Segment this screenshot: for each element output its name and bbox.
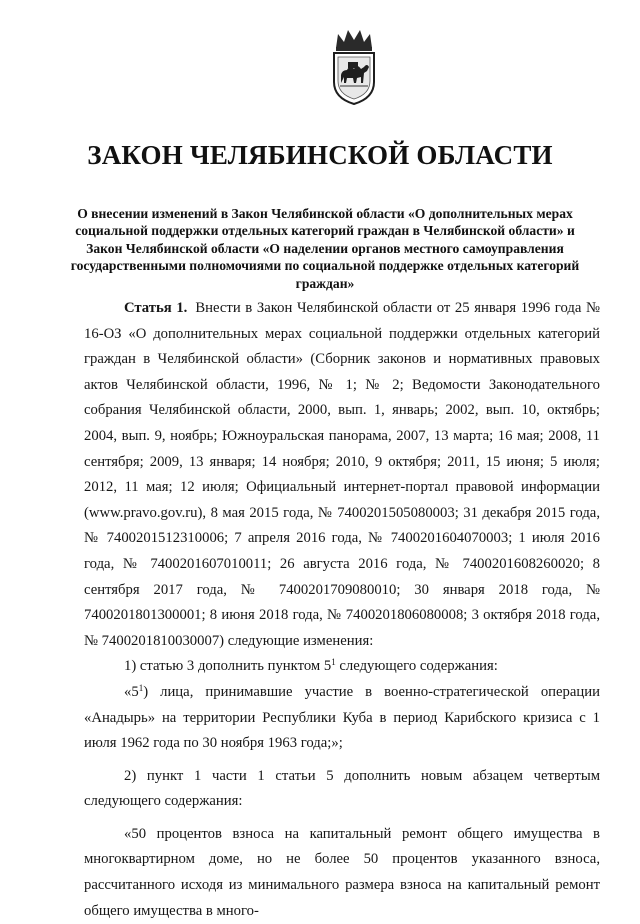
law-body <box>84 296 600 924</box>
item-1-superscript: 1 <box>331 657 336 668</box>
law-title: ЗАКОН ЧЕЛЯБИНСКОЙ ОБЛАСТИ <box>87 140 553 170</box>
item-1-text: 1) статью 3 дополнить пунктом 5 <box>124 658 332 675</box>
article-1-text: Внести в Закон Челябинской области от 25 января 1996 года № 16-ОЗ «О дополнительных мерах социальной поддержки отдельных категорий граждан в Челябинской области» (Сборник законов и нормативных правовых актов Челябинской области, 1996, № 1; № 2; Ведомости Законодательного собрания Челябинской области, 2000, вып. 1, январь; 2002, вып. 10, октябрь; 2004, вып. 9, ноябрь; Южноуральская панорама, 2007, 13 марта; 16 мая; 2008, 11 сентября; 2009, 13 января; 14 ноября; 2010, 9 октября; 2011, 15 июня; 5 июля; 2012, 11 мая; 12 июля; Официальный интернет-портал правовой информации (www.pravo.gov.ru), 8 мая 2015 года, № 7400201505080003; 31 декабря 2015 года, № 7400201512310006; 7 апреля 2016 года, № 7400201604070003; 1 июля 2016 года, № 7400201607010011; 26 августа 2016 года, № 7400201608260020; 8 сентября 2017 года, № 7400201709080010; 30 января 2018 года, № 7400201801300001; 8 июня 2018 года, № 7400201806080008; 3 октября 2018 года, № 7400201810030007) следующие изменения: <box>84 300 600 649</box>
quote-2-paragraph: «50 процентов взноса на капитальный ремонт общего имущества в многоквартирном доме, но не более 50 процентов указанного взноса, рассчитанного исходя из минимального размера взноса на капитальный ремонт общего имущества в много- <box>84 825 600 919</box>
chelyabinsk-coat-of-arms-emblem <box>326 26 382 106</box>
quote-1-superscript: 1 <box>138 682 144 693</box>
item-2-paragraph: 2) пункт 1 части 1 статьи 5 дополнить новым абзацем четвертым следующего содержания: <box>84 767 600 810</box>
item-1-text-end: следующего содержания: <box>335 658 498 675</box>
article-label: Статья 1. <box>124 300 188 316</box>
quote-1-text-end: ) лица, принимавшие участие в военно-стратегической операции «Анадырь» на территории Республики Куба в период Карибского кризиса с 1 июля 1962 года по 30 ноября 1963 года;»; <box>84 683 600 752</box>
law-subtitle: О внесении изменений в Закон Челябинской области «О дополнительных мерах социальной поддержки отдельных категорий граждан в Челябинской области» и Закон Челябинской области «О наделении органов местного самоуправления государственными полномочиями по социальной поддержке отдельных категорий граждан» <box>70 206 580 291</box>
quote-1-text: «5 <box>124 683 139 700</box>
item-1-paragraph <box>84 654 600 680</box>
quote-1-paragraph <box>84 680 600 757</box>
article-1-paragraph <box>84 296 600 654</box>
